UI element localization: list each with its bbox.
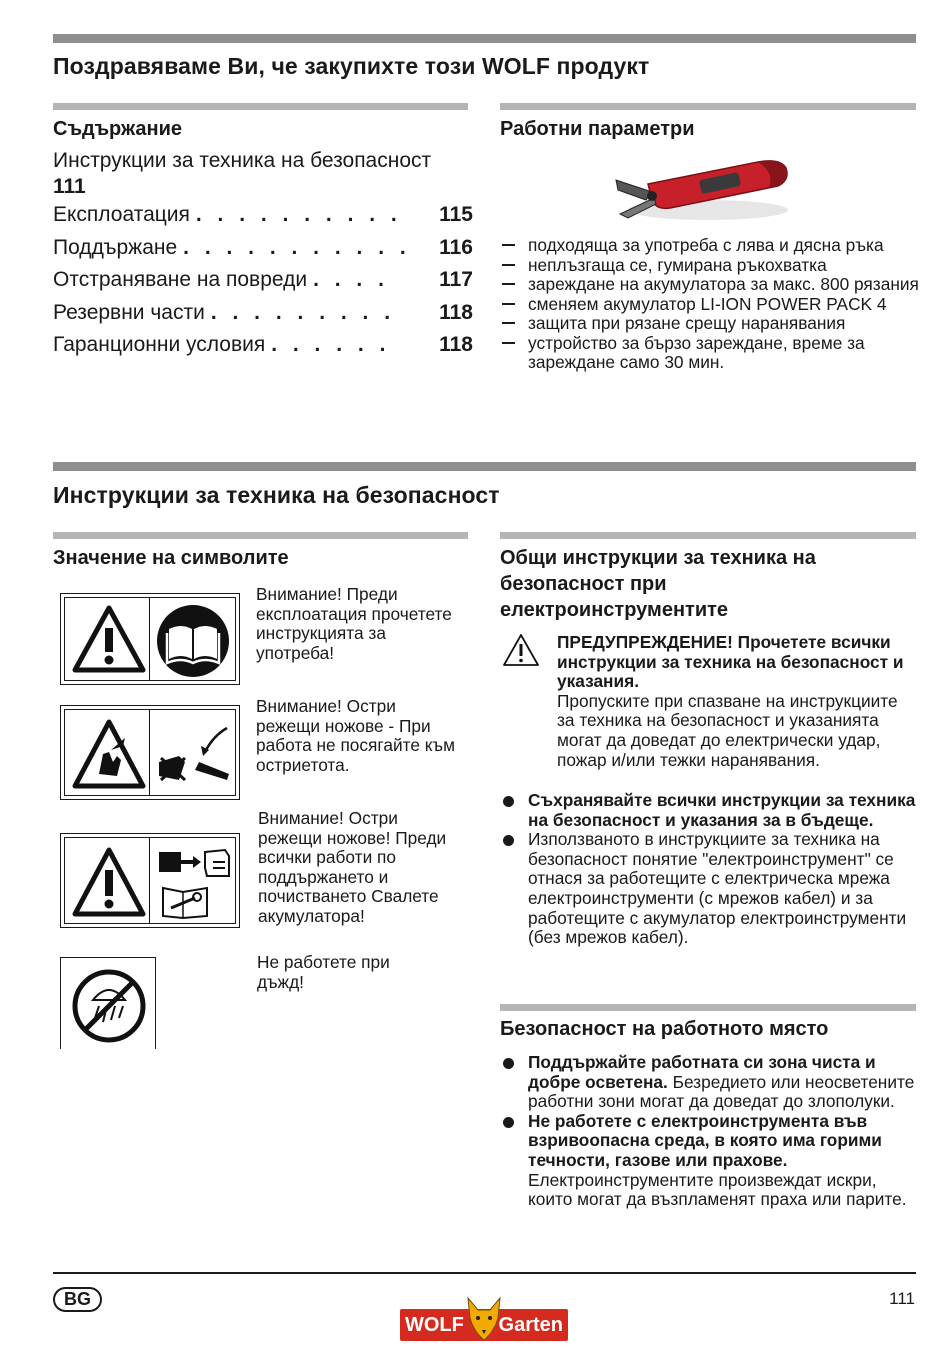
toc-entry[interactable]	[53, 333, 473, 363]
toc-entry[interactable]	[53, 203, 473, 233]
contents-heading: Съдържание	[53, 118, 183, 140]
symbol-box-sharp-blades	[60, 705, 240, 800]
list-item: зареждане на акумулатора за макс. 800 рязания	[500, 275, 920, 295]
toc-label: Инструкции за техника на безопасност	[53, 149, 432, 172]
toc-label: Отстраняване на повреди	[53, 268, 308, 292]
toc-entry[interactable]	[53, 301, 473, 331]
logo-garten-text: Garten	[484, 1309, 568, 1341]
bullet-bold: Поддържайте работната си зона чиста и добре осветена.	[528, 1052, 876, 1092]
toc-page: 116	[439, 235, 473, 259]
toc-dots: . . . .	[313, 268, 389, 292]
toc-dots: . . . . . . . . .	[210, 300, 396, 324]
workplace-heading: Безопасност на работното място	[500, 1018, 829, 1040]
remove-battery-icon	[155, 846, 235, 882]
toc-dots: . . . . . .	[271, 333, 391, 357]
fox-head-icon	[464, 1296, 504, 1341]
top-rule	[53, 34, 916, 43]
hand-cut-icon	[69, 716, 149, 792]
toc-label: Гаранционни условия	[53, 333, 266, 357]
symbols-rule	[53, 532, 468, 539]
toc-entry[interactable]	[53, 236, 473, 266]
toc-label: Поддържане	[53, 235, 178, 259]
language-badge: BG	[53, 1287, 102, 1312]
parameters-rule	[500, 103, 916, 110]
bullet-text: Използваното в инструкциите за техника на безопасност понятие "електроинструмент" се отнася за работещите с електрическа мрежа електроинструменти (с мрежов кабел) и за работещите с акумулатор електроинструменти (без мрежов кабел).	[528, 829, 907, 948]
symbol-box-no-rain	[60, 957, 156, 1049]
symbol-description: Внимание! Преди експлоатация прочетете инструкцията за употреба!	[256, 584, 452, 663]
list-item: защита при рязане срещу наранявания	[500, 314, 920, 334]
workplace-bullets	[500, 1053, 920, 1210]
no-rain-icon	[69, 966, 149, 1046]
bullet-text: Електроинструментите произвеждат искри, които могат да възпламенят праха или парите.	[528, 1169, 907, 1210]
toc-page: 111	[53, 175, 86, 198]
toc-page: 118	[439, 300, 473, 324]
symbol-box-read-manual	[60, 593, 240, 685]
general-bullets	[500, 791, 920, 948]
list-item	[500, 1053, 920, 1112]
toc-entry[interactable]	[53, 268, 473, 298]
warning-bold: ПРЕДУПРЕЖДЕНИЕ! Прочетете всички инструкции за техника на безопасност и указания.	[557, 632, 904, 692]
toc-page: 117	[439, 268, 473, 292]
wolf-garten-logo	[400, 1309, 568, 1341]
bullet-bold: Не работете с електроинструмента във взривоопасна среда, в която има горими течности, газове или прахове.	[528, 1110, 882, 1170]
list-item	[500, 791, 920, 830]
footer-rule	[53, 1272, 916, 1274]
toc-dots: . . . . . . . . . .	[195, 203, 402, 226]
warning-triangle-icon	[501, 632, 541, 668]
list-item: устройство за бързо зареждане, време за зареждане само 30 мин.	[500, 334, 920, 373]
warning-text: Пропуските при спазване на инструкциите за техника на безопасност и указанията могат да доведат до електрически удар, пожар и/или тежки наранявания.	[557, 690, 898, 770]
toc-first-entry[interactable]	[53, 148, 473, 200]
bullet-text: Безредието или неосветените работни зони могат да доведат до злополуки.	[528, 1071, 915, 1112]
toc-page: 115	[439, 203, 473, 226]
warning-triangle-icon	[69, 844, 149, 920]
list-item	[500, 830, 920, 948]
list-item: неплъзгаща се, гумирана ръкохватка	[500, 256, 920, 276]
toc-dots: . . . . . . . . . . .	[183, 235, 411, 259]
bullet-bold: Съхранявайте всички инструкции за техника на безопасност и указания за в бъдеще.	[528, 790, 916, 830]
table-of-contents	[53, 148, 473, 363]
pruner-product-image	[608, 150, 798, 228]
list-item: сменяем акумулатор LI-ION POWER PACK 4	[500, 295, 920, 315]
list-item: подходяща за употреба с лява и дясна ръка	[500, 236, 920, 256]
page-title: Поздравяваме Ви, че закупихте този WOLF продукт	[53, 53, 650, 79]
symbols-heading: Значение на символите	[53, 547, 289, 569]
blade-icon	[155, 722, 235, 786]
manual-wrench-icon	[159, 884, 211, 920]
toc-label: Експлоатация	[53, 203, 190, 226]
warning-block	[557, 633, 917, 770]
parameters-heading: Работни параметри	[500, 118, 695, 140]
workplace-rule	[500, 1004, 916, 1011]
safety-title: Инструкции за техника на безопасност	[53, 482, 500, 508]
toc-page: 118	[439, 333, 473, 357]
logo-wolf-text: WOLF	[400, 1309, 484, 1341]
general-rule	[500, 532, 916, 539]
symbol-box-remove-battery	[60, 833, 240, 928]
toc-label: Резервни части	[53, 300, 205, 324]
read-manual-icon	[155, 603, 231, 679]
page-number: 111	[889, 1289, 915, 1308]
warning-triangle-icon	[69, 602, 149, 676]
symbol-description: Внимание! Остри режещи ножове! Преди всички работи по поддържането и почистването Свалете акумулатора!	[258, 808, 447, 926]
symbol-description: Внимание! Остри режещи ножове - При работа не посягайте към остриетота.	[256, 696, 455, 775]
list-item	[500, 1112, 920, 1210]
general-heading: Общи инструкции за техника на безопасност при електроинструментите	[500, 547, 816, 621]
symbol-description: Не работете при дъжд!	[257, 952, 390, 992]
parameters-list	[500, 236, 920, 373]
contents-rule	[53, 103, 468, 110]
safety-rule	[53, 462, 916, 471]
